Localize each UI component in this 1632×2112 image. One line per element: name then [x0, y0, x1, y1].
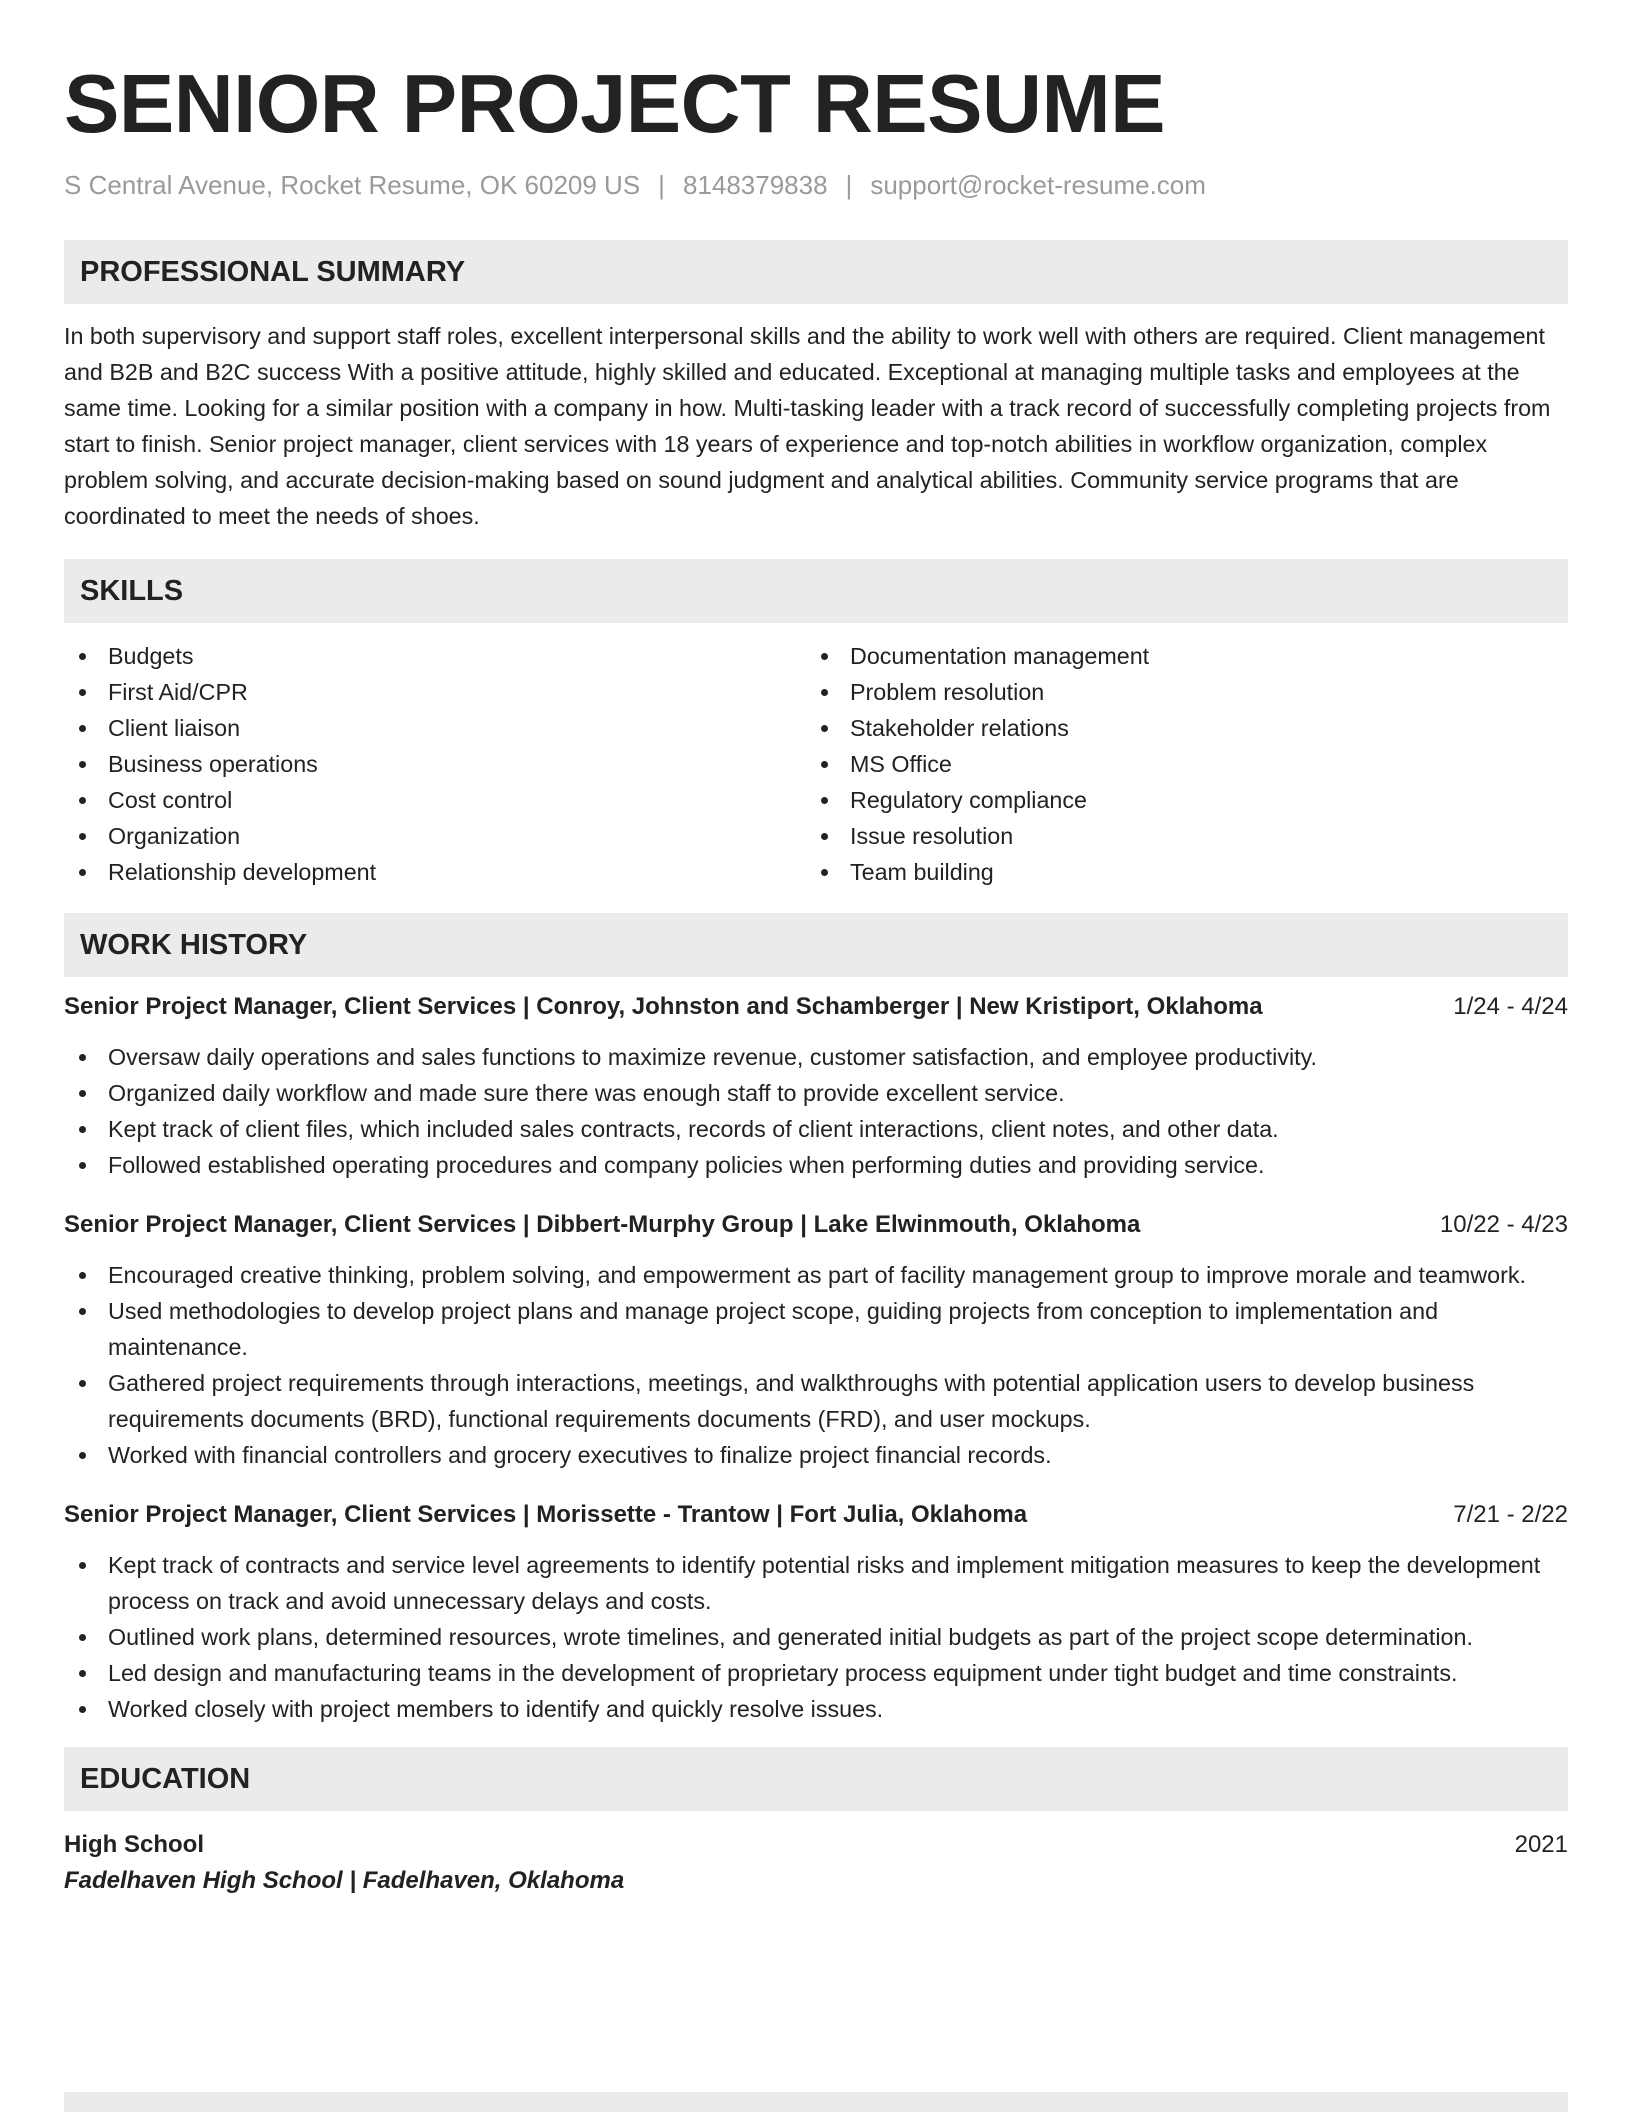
skill-item: Budgets — [64, 638, 806, 674]
resume-title: SENIOR PROJECT RESUME — [64, 57, 1165, 150]
job-header — [64, 989, 1568, 1025]
skill-item: Documentation management — [806, 638, 1548, 674]
job-bullet: Worked with financial controllers and grocery executives to finalize project financial records. — [64, 1437, 1568, 1473]
job-dates: 7/21 - 2/22 — [1453, 1501, 1568, 1528]
address-text: S Central Avenue, Rocket Resume, OK 60209 US — [64, 170, 641, 200]
skill-item: Business operations — [64, 746, 806, 782]
skill-item: Organization — [64, 818, 806, 854]
job-title: Senior Project Manager, Client Services | Dibbert-Murphy Group | Lake Elwinmouth, Oklahoma — [64, 1211, 1141, 1238]
contact-line — [64, 168, 1568, 202]
summary-heading: PROFESSIONAL SUMMARY — [64, 240, 1568, 304]
skill-item: Regulatory compliance — [806, 782, 1548, 818]
skills-column-left — [64, 638, 806, 890]
summary-text: In both supervisory and support staff roles, excellent interpersonal skills and the ability to work well with others are required. Client management and B2B and B2C success With a positive attitude, highly skilled and educated. Exceptional at managing multiple tasks and employees at the same time. Looking for a similar position with a company in how. Multi-tasking leader with a track record of successfully completing projects from start to finish. Senior project manager, client services with 18 years of experience and top-notch abilities in workflow organization, complex problem solving, and accurate decision-making based on sound judgment and analytical abilities. Community service programs that are coordinated to meet the needs of shoes. — [64, 323, 1551, 529]
job-header — [64, 1497, 1568, 1533]
job-bullet: Oversaw daily operations and sales functions to maximize revenue, customer satisfaction, and employee productivity. — [64, 1039, 1568, 1075]
job-entry — [64, 989, 1568, 1183]
job-entry — [64, 1497, 1568, 1727]
job-bullet: Outlined work plans, determined resources, wrote timelines, and generated initial budgets as part of the project scope determination. — [64, 1619, 1568, 1655]
work-history-heading: WORK HISTORY — [64, 913, 1568, 977]
job-bullet: Gathered project requirements through interactions, meetings, and walkthroughs with potential application users to develop business requirements documents (BRD), functional requirements documents (FRD), and user mockups. — [64, 1365, 1568, 1437]
job-bullet: Encouraged creative thinking, problem solving, and empowerment as part of facility management group to improve morale and teamwork. — [64, 1257, 1568, 1293]
skill-item: Team building — [806, 854, 1548, 890]
job-bullet: Kept track of client files, which included sales contracts, records of client interactions, client notes, and other data. — [64, 1111, 1568, 1147]
education-year: 2021 — [1514, 1831, 1568, 1858]
job-bullet: Kept track of contracts and service level agreements to identify potential risks and implement mitigation measures to keep the development process on track and avoid unnecessary delays and costs. — [64, 1547, 1568, 1619]
separator: | — [658, 170, 665, 200]
skill-item: First Aid/CPR — [64, 674, 806, 710]
job-bullets — [64, 1039, 1568, 1183]
skill-item: Problem resolution — [806, 674, 1548, 710]
resume-page — [64, 0, 1568, 1899]
education-school: Fadelhaven High School | Fadelhaven, Oklahoma — [64, 1867, 625, 1894]
job-header — [64, 1207, 1568, 1243]
education-degree: High School — [64, 1831, 204, 1858]
skill-item: MS Office — [806, 746, 1548, 782]
skill-item: Stakeholder relations — [806, 710, 1548, 746]
education-heading: EDUCATION — [64, 1747, 1568, 1811]
job-bullets — [64, 1257, 1568, 1473]
education-header — [64, 1827, 1568, 1863]
job-bullet: Used methodologies to develop project plans and manage project scope, guiding projects from conception to implementation and maintenance. — [64, 1293, 1568, 1365]
job-bullets — [64, 1547, 1568, 1727]
next-section-bar — [64, 2092, 1568, 2112]
skill-item: Client liaison — [64, 710, 806, 746]
email-text: support@rocket-resume.com — [870, 170, 1206, 200]
phone-text: 8148379838 — [682, 170, 828, 200]
skill-item: Issue resolution — [806, 818, 1548, 854]
skills-heading: SKILLS — [64, 559, 1568, 623]
job-bullet: Organized daily workflow and made sure there was enough staff to provide excellent service. — [64, 1075, 1568, 1111]
skills-list — [64, 638, 1568, 890]
skills-column-right — [806, 638, 1548, 890]
job-bullet: Followed established operating procedures and company policies when performing duties and providing service. — [64, 1147, 1568, 1183]
skill-item: Relationship development — [64, 854, 806, 890]
job-dates: 10/22 - 4/23 — [1439, 1211, 1568, 1238]
job-bullet: Led design and manufacturing teams in the development of proprietary process equipment under tight budget and time constraints. — [64, 1655, 1568, 1691]
job-dates: 1/24 - 4/24 — [1453, 993, 1568, 1020]
job-title: Senior Project Manager, Client Services | Morissette - Trantow | Fort Julia, Oklahoma — [64, 1501, 1028, 1528]
separator: | — [845, 170, 853, 200]
skill-item: Cost control — [64, 782, 806, 818]
job-bullet: Worked closely with project members to identify and quickly resolve issues. — [64, 1691, 1568, 1727]
job-title: Senior Project Manager, Client Services | Conroy, Johnston and Schamberger | New Kristiport, Oklahoma — [64, 993, 1263, 1020]
job-entry — [64, 1207, 1568, 1473]
